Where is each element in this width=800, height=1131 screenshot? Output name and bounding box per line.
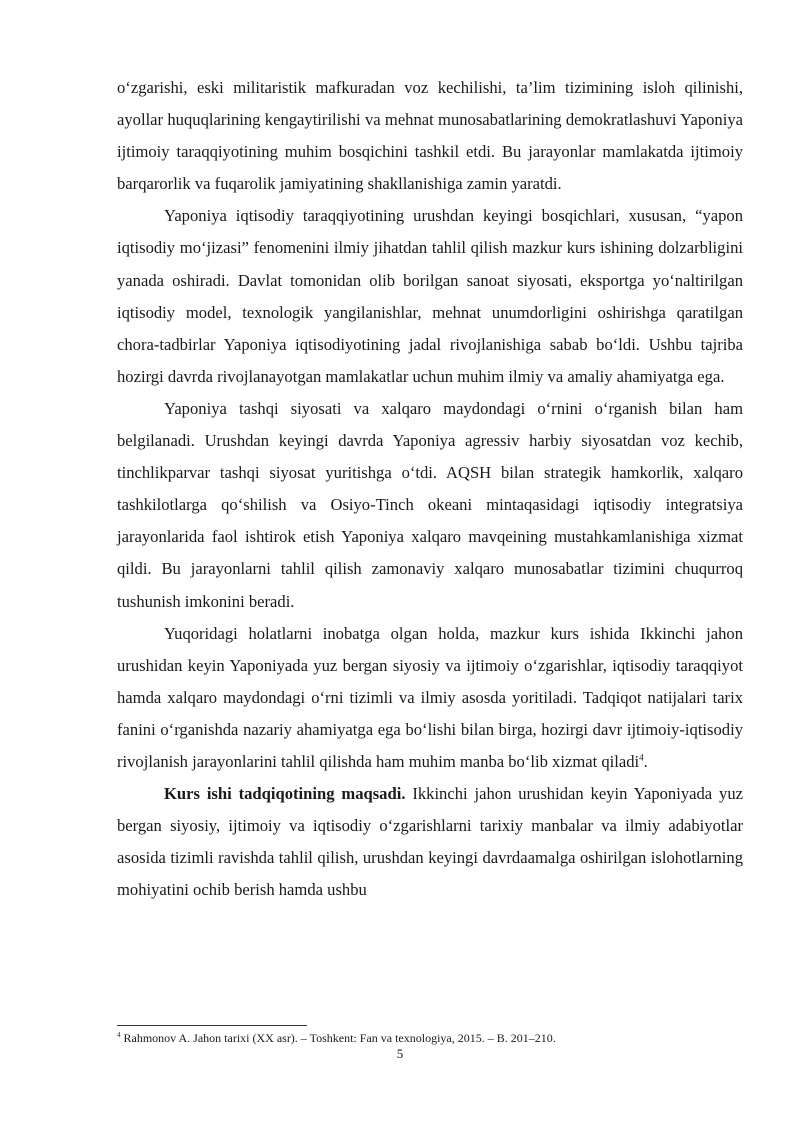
research-aim-heading: Kurs ishi tadqiqotining maqsadi.: [164, 784, 406, 804]
paragraph-4-end: .: [643, 751, 648, 771]
footnote-number: 4: [117, 1031, 121, 1039]
page-number: 5: [396, 1046, 404, 1061]
footnote: [117, 1031, 743, 1046]
paragraph-3: Yaponiya tashqi siyosati va xalqaro maydondagi o‘rnini o‘rganish bilan ham belgilanadi. Urushdan keyingi davrda Yaponiya agressiv harbiy siyosatdan voz kechib, tinchlikparvar tashqi siyosat yuritishga o‘tdi. AQSH bilan strategik hamkorlik, xalqaro tashkilotlarga qo‘shilish va Osiyo-Tinch okeani mintaqasidagi iqtisodiy integratsiya jarayonlarida faol ishtirok etish Yaponiya xalqaro mavqeining mustahkamlanishiga xizmat qildi. Bu jarayonlarni tahlil qilish zamonaviy xalqaro munosabatlar tizimini chuqurroq tushunish imkonini beradi.: [117, 398, 743, 611]
paragraph-4: [117, 618, 743, 778]
paragraph-5-text: Ikkinchi jahon urushidan keyin Yaponiyada yuz bergan siyosiy, ijtimoiy va iqtisodiy o‘zgarishlarni tarixiy manbalar va ilmiy adabiyotlar asosida tizimli ravishda tahlil qilish, urushdan keyingi davrdaamalga oshirilgan islohotlarning mohiyatini ochib berish hamda ushbu: [117, 784, 743, 900]
footnote-reference: 4: [639, 752, 644, 763]
paragraph-5: [117, 778, 743, 906]
paragraph-1: o‘zgarishi, eski militaristik mafkuradan voz kechilishi, ta’lim tizimining isloh qilinishi, ayollar huquqlarining kengaytirilishi va mehnat munosabatlarining demokratlashuvi Yaponiya ijtimoiy taraqqiyotining muhim bosqichini tashkil etdi. Bu jarayonlar mamlakatda ijtimoiy barqarorlik va fuqarolik jamiyatining shakllanishiga zamin yaratdi.: [117, 78, 743, 194]
paragraph-4-text: Yuqoridagi holatlarni inobatga olgan holda, mazkur kurs ishida Ikkinchi jahon urushidan keyin Yaponiyada yuz bergan siyosiy va ijtimoiy o‘zgarishlar, iqtisodiy taraqqiyot hamda xalqaro maydondagi o‘rni tizimli va ilmiy asosda yoritiladi. Tadqiqot natijalari tarix fanini o‘rganishda nazariy ahamiyatga ega bo‘lishi bilan birga, hozirgi davr ijtimoiy-iqtisodiy rivojlanish jarayonlarini tahlil qilishda ham muhim manba bo‘lib xizmat qiladi: [117, 623, 743, 771]
body-text: [117, 72, 743, 906]
footnote-divider: [117, 1025, 307, 1026]
paragraph-2: Yaponiya iqtisodiy taraqqiyotining urushdan keyingi bosqichlari, xususan, “yapon iqtisodiy mo‘jizasi” fenomenini ilmiy jihatdan tahlil qilish mazkur kurs ishining dolzarbligini yanada oshiradi. Davlat tomonidan olib borilgan sanoat siyosati, eksportga yo‘naltirilgan iqtisodiy model, texnologik yangilanishlar, mehnat unumdorligini oshirishga qaratilgan chora-tadbirlar Yaponiya iqtisodiyotining jadal rivojlanishiga sabab bo‘ldi. Ushbu tajriba hozirgi davrda rivojlanayotgan mamlakatlar uchun muhim ilmiy va amaliy ahamiyatga ega.: [117, 206, 743, 386]
footnote-text: Rahmonov A. Jahon tarixi (XX asr). – Toshkent: Fan va texnologiya, 2015. – B. 201–210.: [120, 1031, 556, 1045]
